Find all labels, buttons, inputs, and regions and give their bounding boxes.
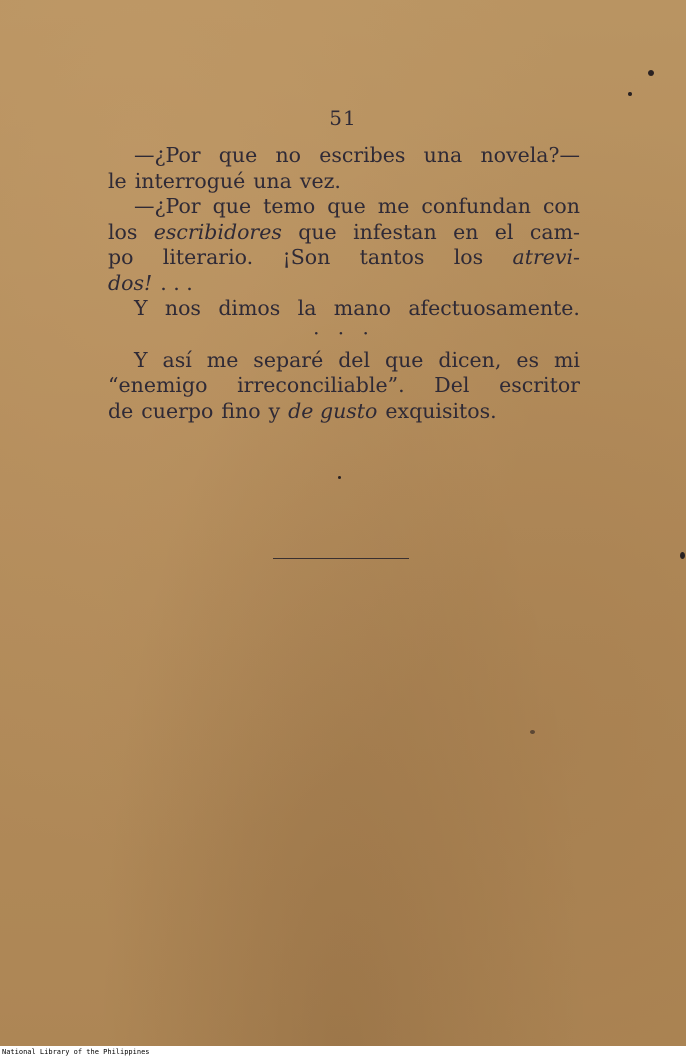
word: po: [108, 245, 134, 269]
scan-speck: [338, 476, 341, 479]
scan-speck: [628, 92, 632, 96]
text-line: [108, 399, 580, 425]
word: una: [253, 168, 292, 193]
word: —¿Por: [134, 143, 201, 167]
word: Del: [434, 373, 470, 397]
text-line: [108, 271, 580, 297]
text-line: [108, 245, 580, 271]
italic-word: dos!: [108, 270, 153, 295]
word: novela?—: [480, 143, 580, 167]
italic-word: de gusto: [288, 398, 378, 423]
word: me: [377, 194, 410, 218]
text-line: [108, 143, 580, 169]
word: del: [338, 347, 370, 372]
text-line: [108, 220, 580, 246]
word: confundan: [421, 194, 531, 218]
word: tantos: [359, 245, 425, 269]
word: le: [108, 168, 127, 193]
section-separator: · · ·: [313, 320, 375, 345]
word: que: [212, 194, 252, 218]
text-line: [108, 296, 580, 322]
text-line: [108, 194, 580, 220]
word: cuerpo: [141, 398, 214, 423]
italic-word: escribidores: [153, 219, 282, 244]
word: los: [453, 245, 484, 269]
word: que: [218, 143, 258, 167]
word: escritor: [499, 373, 580, 397]
word: los: [108, 219, 138, 244]
ellipsis: . . .: [160, 270, 193, 295]
word: Y: [134, 347, 148, 372]
scan-speck: [680, 552, 685, 559]
word: y: [268, 398, 281, 423]
word: —¿Por: [134, 194, 201, 218]
word: nos: [164, 296, 201, 320]
end-rule: [273, 558, 409, 559]
scan-speck: [648, 70, 654, 76]
word: temo: [263, 194, 316, 218]
word: mi: [553, 347, 580, 372]
word: interrogué: [134, 168, 246, 193]
word: Y: [134, 296, 148, 320]
word: que: [298, 219, 337, 244]
word: escribes: [319, 143, 406, 167]
word: de: [108, 398, 134, 423]
word: ¡Son: [282, 245, 331, 269]
word: la: [297, 296, 317, 320]
word: infestan: [353, 219, 437, 244]
text-line: [108, 348, 580, 374]
word: el: [494, 219, 514, 244]
word: exquisitos.: [385, 398, 497, 423]
word: que: [327, 194, 366, 218]
word: me: [206, 347, 239, 372]
word: es: [516, 347, 539, 372]
word: separé: [253, 347, 324, 372]
word: que: [384, 347, 424, 372]
word: cam-: [529, 219, 580, 244]
word: fino: [221, 398, 261, 423]
text-line: [108, 169, 580, 195]
word: irreconciliable”.: [237, 373, 405, 397]
word: con: [542, 194, 580, 218]
scan-speck: [530, 730, 535, 734]
library-footer: National Library of the Philippines: [0, 1046, 686, 1058]
word: en: [453, 219, 479, 244]
word: así: [162, 347, 192, 372]
word: dimos: [218, 296, 281, 320]
word: vez.: [299, 168, 341, 193]
word: mano: [333, 296, 391, 320]
word: dicen,: [438, 347, 502, 372]
word: afectuosamente.: [408, 296, 580, 320]
word: literario.: [162, 245, 254, 269]
text-line: [108, 373, 580, 399]
italic-word: atrevi-: [512, 245, 580, 269]
body-text: [108, 143, 580, 424]
word: una: [423, 143, 463, 167]
word: “enemigo: [108, 373, 208, 397]
word: no: [275, 143, 301, 167]
page-number: 51: [329, 106, 357, 130]
